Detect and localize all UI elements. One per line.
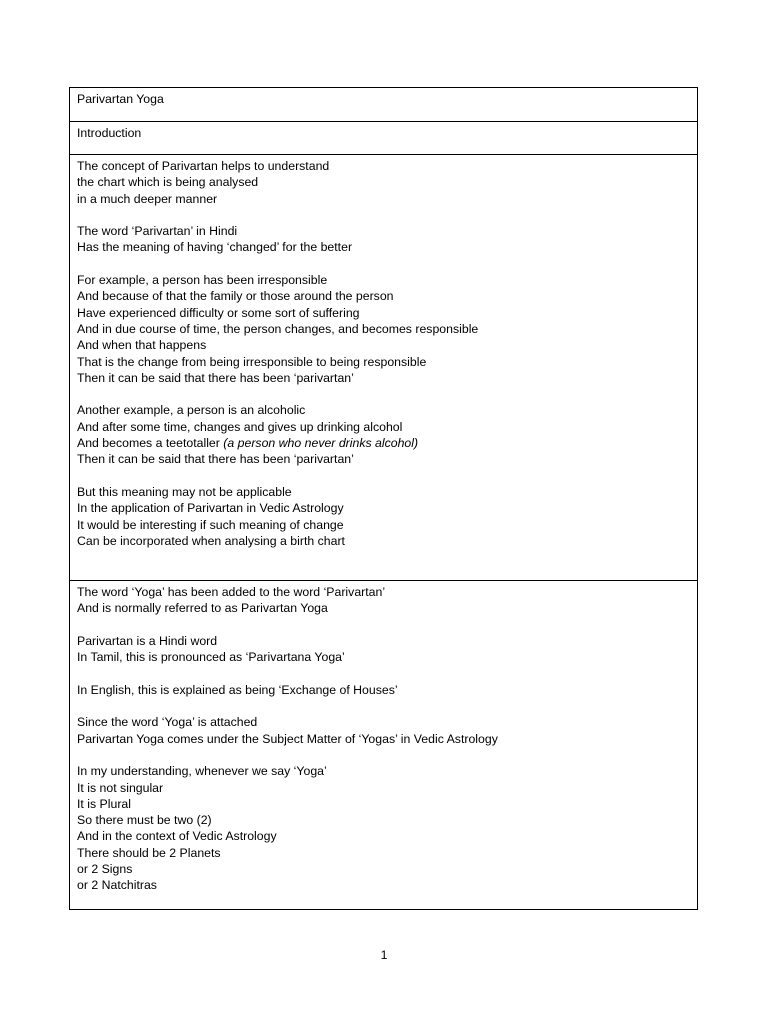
text-line: The word ‘Parivartan’ in Hindi bbox=[77, 224, 238, 239]
text-line: In the application of Parivartan in Vedic Astrology bbox=[77, 501, 344, 516]
text-line: in a much deeper manner bbox=[77, 191, 218, 206]
intro-cell bbox=[70, 122, 697, 155]
text-line: In my understanding, whenever we say ‘Yoga’ bbox=[77, 764, 327, 779]
text-line: Then it can be said that there has been ‘parivartan’ bbox=[77, 370, 354, 385]
text-line: For example, a person has been irresponsible bbox=[77, 273, 328, 288]
paragraph bbox=[77, 484, 690, 549]
text-line: And in due course of time, the person changes, and becomes responsible bbox=[77, 321, 479, 336]
paragraph bbox=[77, 223, 690, 256]
text-line: So there must be two (2) bbox=[77, 813, 212, 828]
text-line: Have experienced difficulty or some sort of suffering bbox=[77, 305, 360, 320]
text-line: Parivartan is a Hindi word bbox=[77, 633, 218, 648]
paragraph bbox=[77, 584, 690, 617]
text-line: Another example, a person is an alcoholic bbox=[77, 403, 306, 418]
document-title: Parivartan Yoga bbox=[77, 92, 164, 106]
text-line: But this meaning may not be applicable bbox=[77, 484, 292, 499]
body-cell-2 bbox=[70, 581, 697, 909]
text-line: And when that happens bbox=[77, 338, 207, 353]
text-line: And in the context of Vedic Astrology bbox=[77, 829, 277, 844]
text-line: It is not singular bbox=[77, 780, 164, 795]
text-line: In English, this is explained as being ‘Exchange of Houses’ bbox=[77, 682, 398, 697]
paragraph bbox=[77, 682, 690, 698]
paragraph bbox=[77, 633, 690, 666]
text-line-teetotaller bbox=[77, 435, 690, 451]
page-number: 1 bbox=[380, 948, 388, 962]
text-line: the chart which is being analysed bbox=[77, 175, 259, 190]
text-line: And after some time, changes and gives up drinking alcohol bbox=[77, 419, 403, 434]
text-line: It would be interesting if such meaning of change bbox=[77, 517, 344, 532]
paragraph bbox=[77, 402, 690, 467]
text-line: or 2 Signs bbox=[77, 862, 133, 877]
text-line: There should be 2 Planets bbox=[77, 845, 221, 860]
text-line: It is Plural bbox=[77, 796, 131, 811]
body-cell-1 bbox=[70, 155, 697, 581]
text-line: Parivartan Yoga comes under the Subject Matter of ‘Yogas’ in Vedic Astrology bbox=[77, 731, 498, 746]
text-line: The concept of Parivartan helps to understand bbox=[77, 159, 330, 173]
text-line: Can be incorporated when analysing a birth chart bbox=[77, 533, 345, 548]
document-table bbox=[69, 87, 698, 910]
teetotaller-text: And becomes a teetotaller bbox=[77, 436, 224, 451]
text-line: Then it can be said that there has been ‘parivartan’ bbox=[77, 452, 354, 467]
paragraph bbox=[77, 272, 690, 386]
text-line: And is normally referred to as Parivartan Yoga bbox=[77, 601, 328, 616]
text-line: In Tamil, this is pronounced as ‘Parivartana Yoga’ bbox=[77, 650, 345, 665]
text-line: And because of that the family or those around the person bbox=[77, 289, 394, 304]
text-line: That is the change from being irresponsible to being responsible bbox=[77, 354, 427, 369]
title-cell bbox=[70, 88, 697, 122]
text-line: Has the meaning of having ‘changed’ for the better bbox=[77, 240, 353, 255]
text-line: Since the word ‘Yoga’ is attached bbox=[77, 715, 258, 730]
teetotaller-note: (a person who never drinks alcohol) bbox=[223, 436, 419, 451]
paragraph bbox=[77, 158, 690, 207]
text-line: or 2 Natchitras bbox=[77, 878, 157, 893]
paragraph bbox=[77, 763, 690, 893]
text-line: The word ‘Yoga’ has been added to the word ‘Parivartan’ bbox=[77, 585, 386, 599]
paragraph bbox=[77, 714, 690, 747]
section-heading: Introduction bbox=[77, 126, 142, 140]
